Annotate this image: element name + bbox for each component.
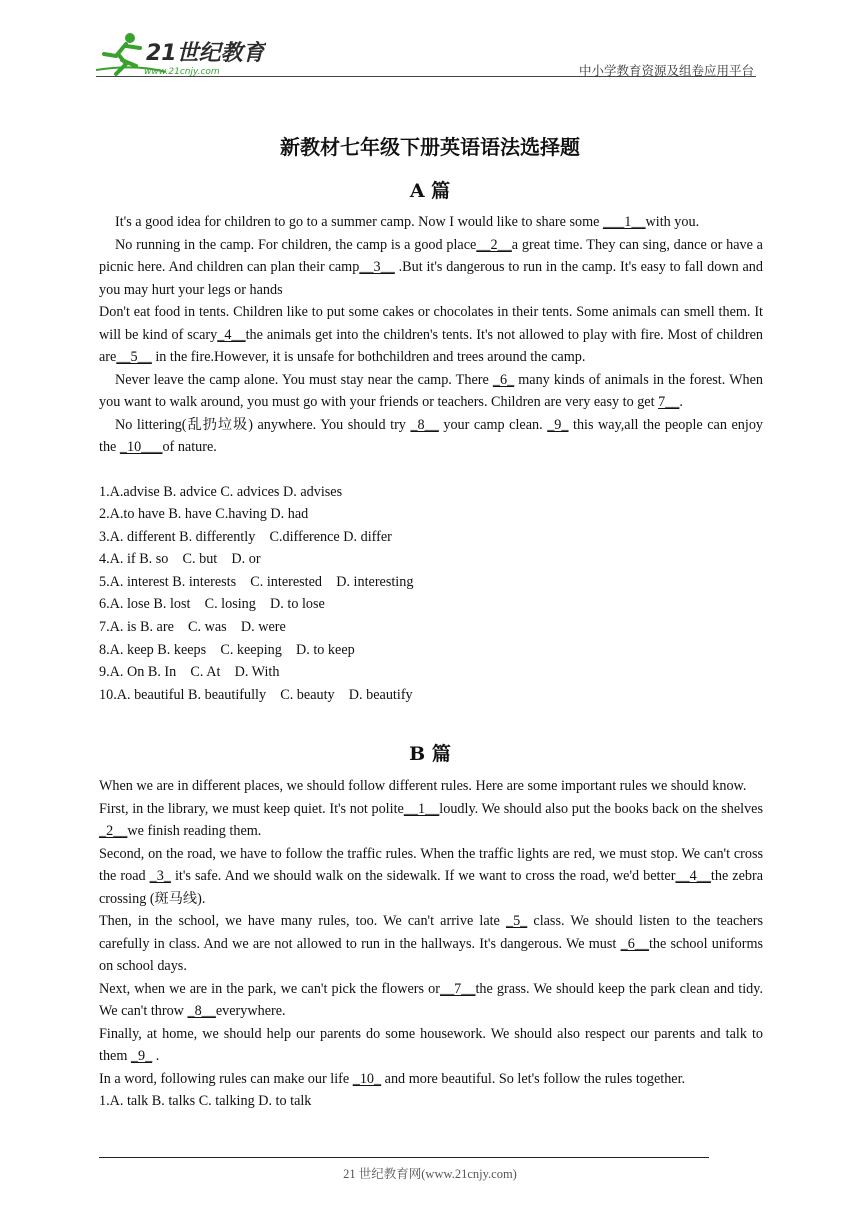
option-line: 10.A. beautiful B. beautifully C. beauty D. beautify [99,686,413,703]
blank-5: __5__ [116,349,152,365]
blank-1: ___1__ [602,214,646,230]
logo-url: www.21cnjy.com [144,67,220,77]
paragraph [99,978,763,1023]
blank-7: 7__ [658,394,680,410]
blank-6: _6_ [492,371,515,388]
page-header [96,30,756,80]
blank-2: __2__ [476,236,512,253]
text: . [152,1048,160,1064]
paragraph [99,798,763,843]
option-line: 4.A. if B. so C. but D. or [99,551,261,568]
blank-4: __4__ [675,868,711,884]
paragraph [99,301,763,369]
text: in the fire.However, it is unsafe for bothchildren and trees around the camp. [151,349,586,365]
option-line: 5.A. interest B. interests C. interested D. interesting [99,573,414,590]
blank-6: _6__ [620,935,649,952]
paragraph [99,414,763,459]
spacer [99,459,763,481]
platform-name: 中小学教育资源及组卷应用平台 [578,63,754,78]
paragraph [99,211,763,234]
section-b-heading: B 篇 [409,743,451,765]
text: It's a good idea for children to go to a summer camp. Now I would like to share some [115,214,603,230]
text: we finish reading them. [127,823,262,839]
text: a great time. They can sing, dance or have a picnic here. And children can plan their camp [99,236,763,275]
text: Finally, at home, we should help our parents do some housework. We should also respect our parents and talk to them [99,1025,763,1064]
blank-10: _10___ [119,439,163,455]
blank-9: _9_ [130,1048,153,1064]
text: First, in the library, we must keep quiet. It's not polite [99,800,404,817]
option-line: 9.A. On B. In C. At D. With [99,664,280,681]
section-b-passage [99,775,763,1113]
section-a-passage [99,211,763,706]
text: with you. [645,214,700,230]
paragraph [99,1068,763,1091]
blank-2: _2__ [99,823,128,839]
text: the zebra crossing (斑马线). [99,868,764,907]
text: When we are in different places, we should follow different rules. Here are some important rules we should know. [99,778,747,794]
footer-divider [99,1157,709,1158]
document-title: 新教材七年级下册英语语法选择题 [280,135,580,159]
option-line: 3.A. different B. differently C.difference D. differ [99,528,392,545]
blank-8: _8__ [410,416,439,433]
option-line: 1.A. talk B. talks C. talking D. to talk [99,1093,312,1109]
section-a-options [99,481,763,707]
text: everywhere. [215,1003,286,1019]
text: Then, in the school, we have many rules, too. We can't arrive late [99,913,506,929]
option-line: 2.A.to have B. have C.having D. had [99,506,309,523]
text: Second, on the road, we have to follow the traffic rules. When the traffic lights are red, we must stop. We can't cross the road [99,845,763,884]
section-a-heading: A 篇 [409,180,451,202]
option-line: 7.A. is B. are C. was D. were [99,619,286,636]
text: .But it's dangerous to run in the camp. It's easy to fall down and you may hurt your legs or hands [99,259,763,298]
paragraph [99,843,763,911]
runner-logo-icon [96,30,266,78]
paragraph [99,910,763,978]
paragraph [99,775,763,798]
text: No running in the camp. For children, the camp is a good place [115,236,477,253]
blank-9: _9_ [547,416,569,433]
text: No littering(乱扔垃圾) anywhere. You should try [115,416,411,433]
option-line: 8.A. keep B. keeps C. keeping D. to keep [99,641,355,658]
blank-10: _10_ [352,1070,382,1087]
paragraph [99,369,763,414]
text: In a word, following rules can make our life [99,1070,353,1087]
paragraph [99,1023,763,1068]
text: . [679,394,683,410]
blank-3: _3_ [149,868,171,884]
text: many kinds of animals in the forest. When you want to walk around, you must go with your friends or teachers. Children are very easy to get [99,371,763,410]
text: the animals get into the children's tents. It's not allowed to play with fire. Most of children are [99,326,763,365]
text: the school uniforms on school days. [99,935,764,974]
paragraph [99,234,763,302]
text: class. We should listen to the teachers carefully in class. And we are not allowed to run in the hallways. It's dangerous. We must [99,913,763,952]
logo-text: 21世纪教育 [146,41,265,66]
text: Don't eat food in tents. Children like to put some cakes or chocolates in their tents. Some animals can smell them. It will be kind of scary [99,304,763,343]
text: of nature. [162,439,217,455]
text: the grass. We should keep the park clean and tidy. We can't throw [99,980,763,1019]
option-line: 1.A.advise B. advice C. advices D. advises [99,483,343,500]
blank-7: __7__ [439,980,476,997]
text: Next, when we are in the park, we can't pick the flowers or [99,980,440,997]
blank-5: _5_ [505,913,528,929]
blank-1: __1__ [403,800,440,817]
text: Never leave the camp alone. You must stay near the camp. There [115,371,493,388]
text: your camp clean. [438,416,548,433]
page-footer: 21 世纪教育网(www.21cnjy.com) [343,1167,517,1181]
text: and more beautiful. So let's follow the rules together. [381,1070,686,1087]
site-logo [96,30,266,78]
blank-8: _8__ [187,1003,216,1019]
option-line: 6.A. lose B. lost C. losing D. to lose [99,596,325,613]
text: this way,all the people can enjoy the [99,416,764,455]
text: loudly. We should also put the books back on the shelves [439,800,763,817]
header-divider [96,76,756,77]
blank-4: _4__ [217,326,246,343]
text: it's safe. And we should walk on the sidewalk. If we want to cross the road, we'd better [170,868,676,884]
blank-3: __3__ [359,259,395,275]
